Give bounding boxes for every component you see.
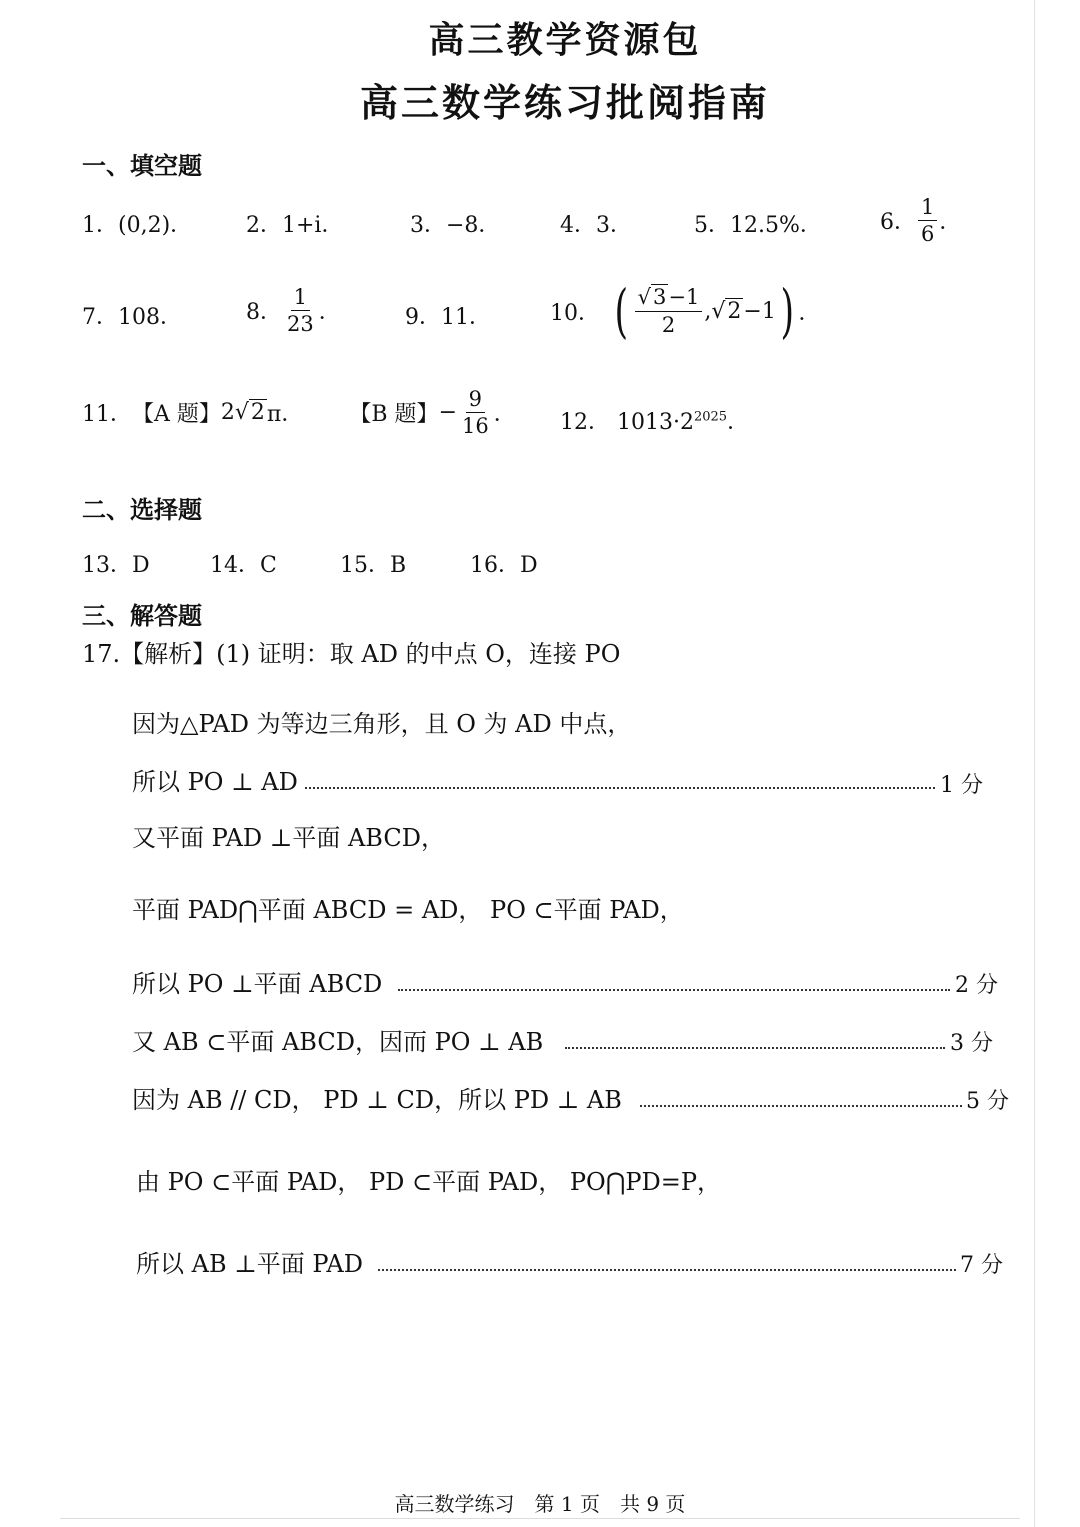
score-3: 3 分 [950,1031,993,1056]
solution-line-3: 又平面 PAD ⊥平面 ABCD， [132,824,445,852]
answer-q3: 3．−8． [410,213,501,238]
solution-line-4: 平面 PAD⋂平面 ABCD = AD， PO ⊂平面 PAD， [132,896,684,924]
answer-q16: 16．D [470,553,538,578]
answer-q11: 11． 【A 题】 2 √2 π． 【B 题】 − $\frac{9}{16}$ ． [82,387,516,439]
score-2: 2 分 [955,973,998,998]
answer-q1: 1．(0,2)． [82,213,193,238]
fraction: $\frac{9}{16}$ [462,387,489,439]
solution-line-2: 所以 PO ⊥ AD [132,768,298,796]
score-5: 5 分 [966,1089,1009,1114]
fraction: $\frac{1}{23}$ [287,285,314,337]
section-choice-title: 二、选择题 [82,496,202,524]
section-fill-blank-title: 一、填空题 [82,152,202,180]
leader-dots [305,787,935,789]
document-subtitle: 高三数学练习批阅指南 [359,81,770,125]
solution-line-1: 因为△PAD 为等边三角形，且 O 为 AD 中点， [132,710,632,738]
answer-q9: 9．11． [405,305,491,330]
score-1: 1 分 [940,773,983,798]
leader-dots [640,1105,962,1107]
solution-line-7: 因为 AB // CD， PD ⊥ CD，所以 PD ⊥ AB [132,1086,622,1114]
solution-line-9: 所以 AB ⊥平面 PAD [136,1250,363,1278]
answer-q13: 13．D [82,553,150,578]
solution-line-5: 所以 PO ⊥平面 ABCD [132,970,383,998]
answer-q2: 2．1+i． [246,213,344,238]
leader-dots [565,1047,945,1049]
solution-line-6: 又 AB ⊂平面 ABCD，因而 PO ⊥ AB [132,1028,544,1056]
answer-q12: 12． $1013\cdot 2^{2025}$． [560,409,750,435]
answer-q6: 6． $\frac{1}{6}$ ． [880,195,962,247]
fraction: $\frac{√3-1}{2}$ [635,286,703,335]
q17-intro: 17.【解析】(1) 证明：取 AD 的中点 O，连接 PO [82,640,621,668]
page-bottom-rule [60,1518,1020,1519]
leader-dots [398,989,950,991]
answer-q15: 15．B [340,553,407,578]
score-7: 7 分 [960,1253,1003,1278]
document-title: 高三教学资源包 [428,20,702,61]
answer-q10: 10． ( $\frac{√3-1}{2}$ , √2−1 ) ． [550,277,821,345]
answer-q8: 8． $\frac{1}{23}$ ． [246,285,341,337]
answer-q14: 14．C [210,553,277,578]
fraction: $\frac{1}{6}$ [918,196,937,245]
solution-line-8: 由 PO ⊂平面 PAD， PD ⊂平面 PAD， PO⋂PD=P， [136,1168,722,1196]
answer-q7: 7．108． [82,305,182,330]
answer-q4: 4．3． [560,213,632,238]
leader-dots [378,1269,956,1271]
page-footer: 高三数学练习 第 1 页 共 9 页 [394,1492,686,1516]
answer-q5: 5．12.5%． [694,213,822,238]
section-solution-title: 三、解答题 [82,602,202,630]
page-edge [1034,0,1035,1527]
